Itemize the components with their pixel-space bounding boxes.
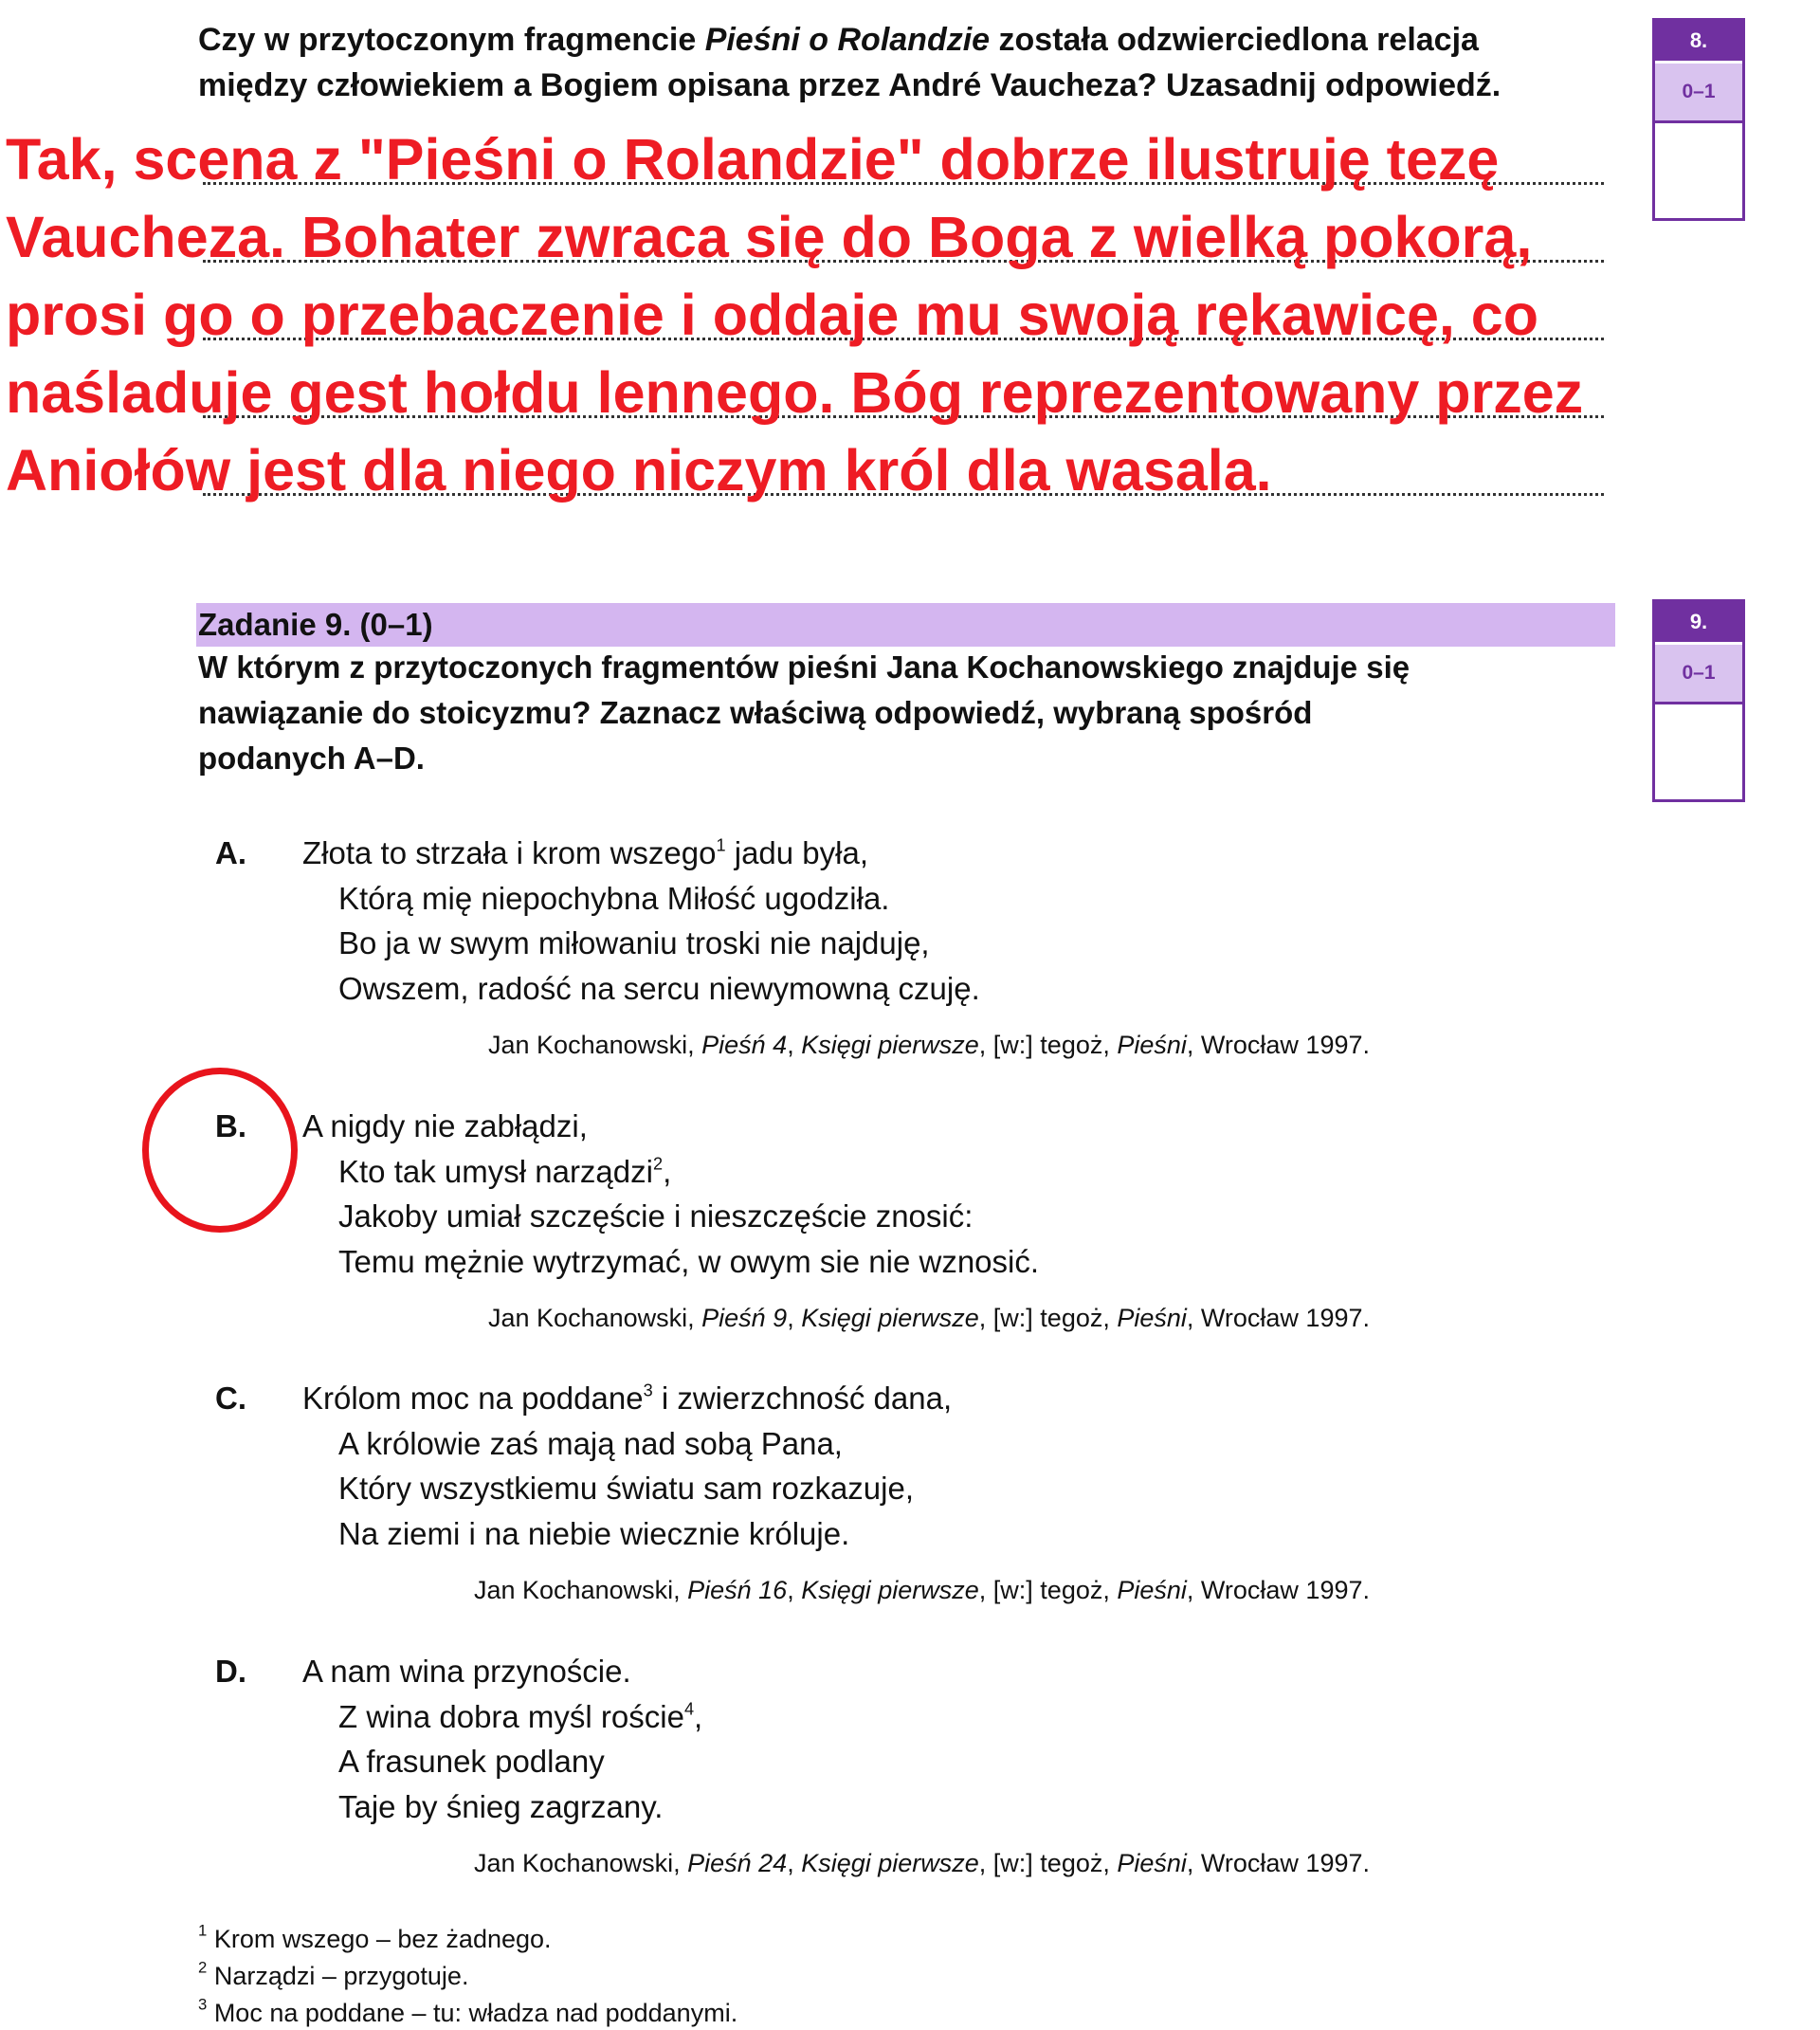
score-box-field[interactable] bbox=[1655, 704, 1742, 799]
option-letter[interactable]: B. bbox=[215, 1108, 246, 1143]
task8-question-line-2: między człowiekiem a Bogiem opisana przez André Vaucheza? Uzasadnij odpowiedź. bbox=[198, 67, 1502, 103]
answer-line: prosi go o przebaczenie i oddaje mu swoją rękawicę, co bbox=[6, 283, 1538, 347]
task9-question-line: nawiązanie do stoicyzmu? Zaznacz właściwą odpowiedź, wybraną spośród bbox=[198, 695, 1313, 730]
option-letter[interactable]: C. bbox=[215, 1381, 246, 1416]
option-source: Jan Kochanowski, Pieśń 9, Księgi pierwsze, [w:] tegoż, Pieśni, Wrocław 1997. bbox=[488, 1304, 1370, 1332]
footnote: $^1$ Krom wszego – bez żadnego. bbox=[198, 1921, 552, 1953]
task9-question-line: W którym z przytoczonych fragmentów pieśni Jana Kochanowskiego znajduje się bbox=[198, 649, 1410, 685]
footnote: $^2$ Narządzi – przygotuje. bbox=[198, 1958, 469, 1990]
task9-question bbox=[198, 645, 1620, 781]
answer-line: naśladuje gest hołdu lennego. Bóg reprezentowany przez bbox=[6, 360, 1584, 425]
option-source: Jan Kochanowski, Pieśń 4, Księgi pierwsze, [w:] tegoż, Pieśni, Wrocław 1997. bbox=[488, 1031, 1370, 1059]
option-verse: A nigdy nie zabłądzi, Kto tak umysł narządzi$^2$, Jakoby umiał szczęście i nieszczęście znosić: Temu mężnie wytrzymać, w owym sie nie wznosić. bbox=[302, 1108, 1040, 1279]
footnote: $^3$ Moc na poddane – tu: władza nad poddanymi. bbox=[198, 1995, 738, 2027]
task8-question bbox=[198, 17, 1639, 108]
option-source: Jan Kochanowski, Pieśń 24, Księgi pierwsze, [w:] tegoż, Pieśni, Wrocław 1997. bbox=[474, 1849, 1370, 1877]
option-letter[interactable]: A. bbox=[215, 835, 246, 870]
answer-line: Aniołów jest dla niego niczym król dla wasala. bbox=[6, 438, 1272, 503]
score-box-range: 0–1 bbox=[1655, 61, 1742, 123]
task9-header: Zadanie 9. (0–1) bbox=[196, 603, 1615, 647]
option-verse: Królom moc na poddane$^3$ i zwierzchność dana, A królowie zaś mają nad sobą Pana, Który wszystkiemu światu sam rozkazuje, Na ziemi i na niebie wiecznie króluje. bbox=[302, 1381, 953, 1551]
task8-question-line-1: Czy w przytoczonym fragmencie Pieśni o Rolandzie została odzwierciedlona relacja bbox=[198, 22, 1479, 58]
score-box-number: 9. bbox=[1655, 602, 1742, 642]
selected-answer-circle bbox=[142, 1068, 298, 1233]
score-box-task9 bbox=[1652, 599, 1745, 802]
task8-answer-text[interactable] bbox=[6, 120, 1797, 509]
option-letter[interactable]: D. bbox=[215, 1654, 246, 1689]
answer-line: Tak, scena z "Pieśni o Rolandzie" dobrze ilustruję tezę bbox=[6, 127, 1500, 192]
score-box-range: 0–1 bbox=[1655, 642, 1742, 704]
answer-line: Vaucheza. Bohater zwraca się do Boga z wielką pokorą, bbox=[6, 205, 1533, 269]
option-verse: A nam wina przynoście. Z wina dobra myśl roście$^4$, A frasunek podlany Taje by śnieg zagrzany. bbox=[302, 1654, 703, 1824]
score-box-number: 8. bbox=[1655, 21, 1742, 61]
option-verse: Złota to strzała i krom wszego$^1$ jadu była, Którą mię niepochybna Miłość ugodziła. Bo ja w swym miłowaniu troski nie najduję, Owszem, radość na sercu niewymowną czuję. bbox=[302, 835, 980, 1006]
option-source: Jan Kochanowski, Pieśń 16, Księgi pierwsze, [w:] tegoż, Pieśni, Wrocław 1997. bbox=[474, 1576, 1370, 1604]
task9-question-line: podanych A–D. bbox=[198, 741, 425, 776]
